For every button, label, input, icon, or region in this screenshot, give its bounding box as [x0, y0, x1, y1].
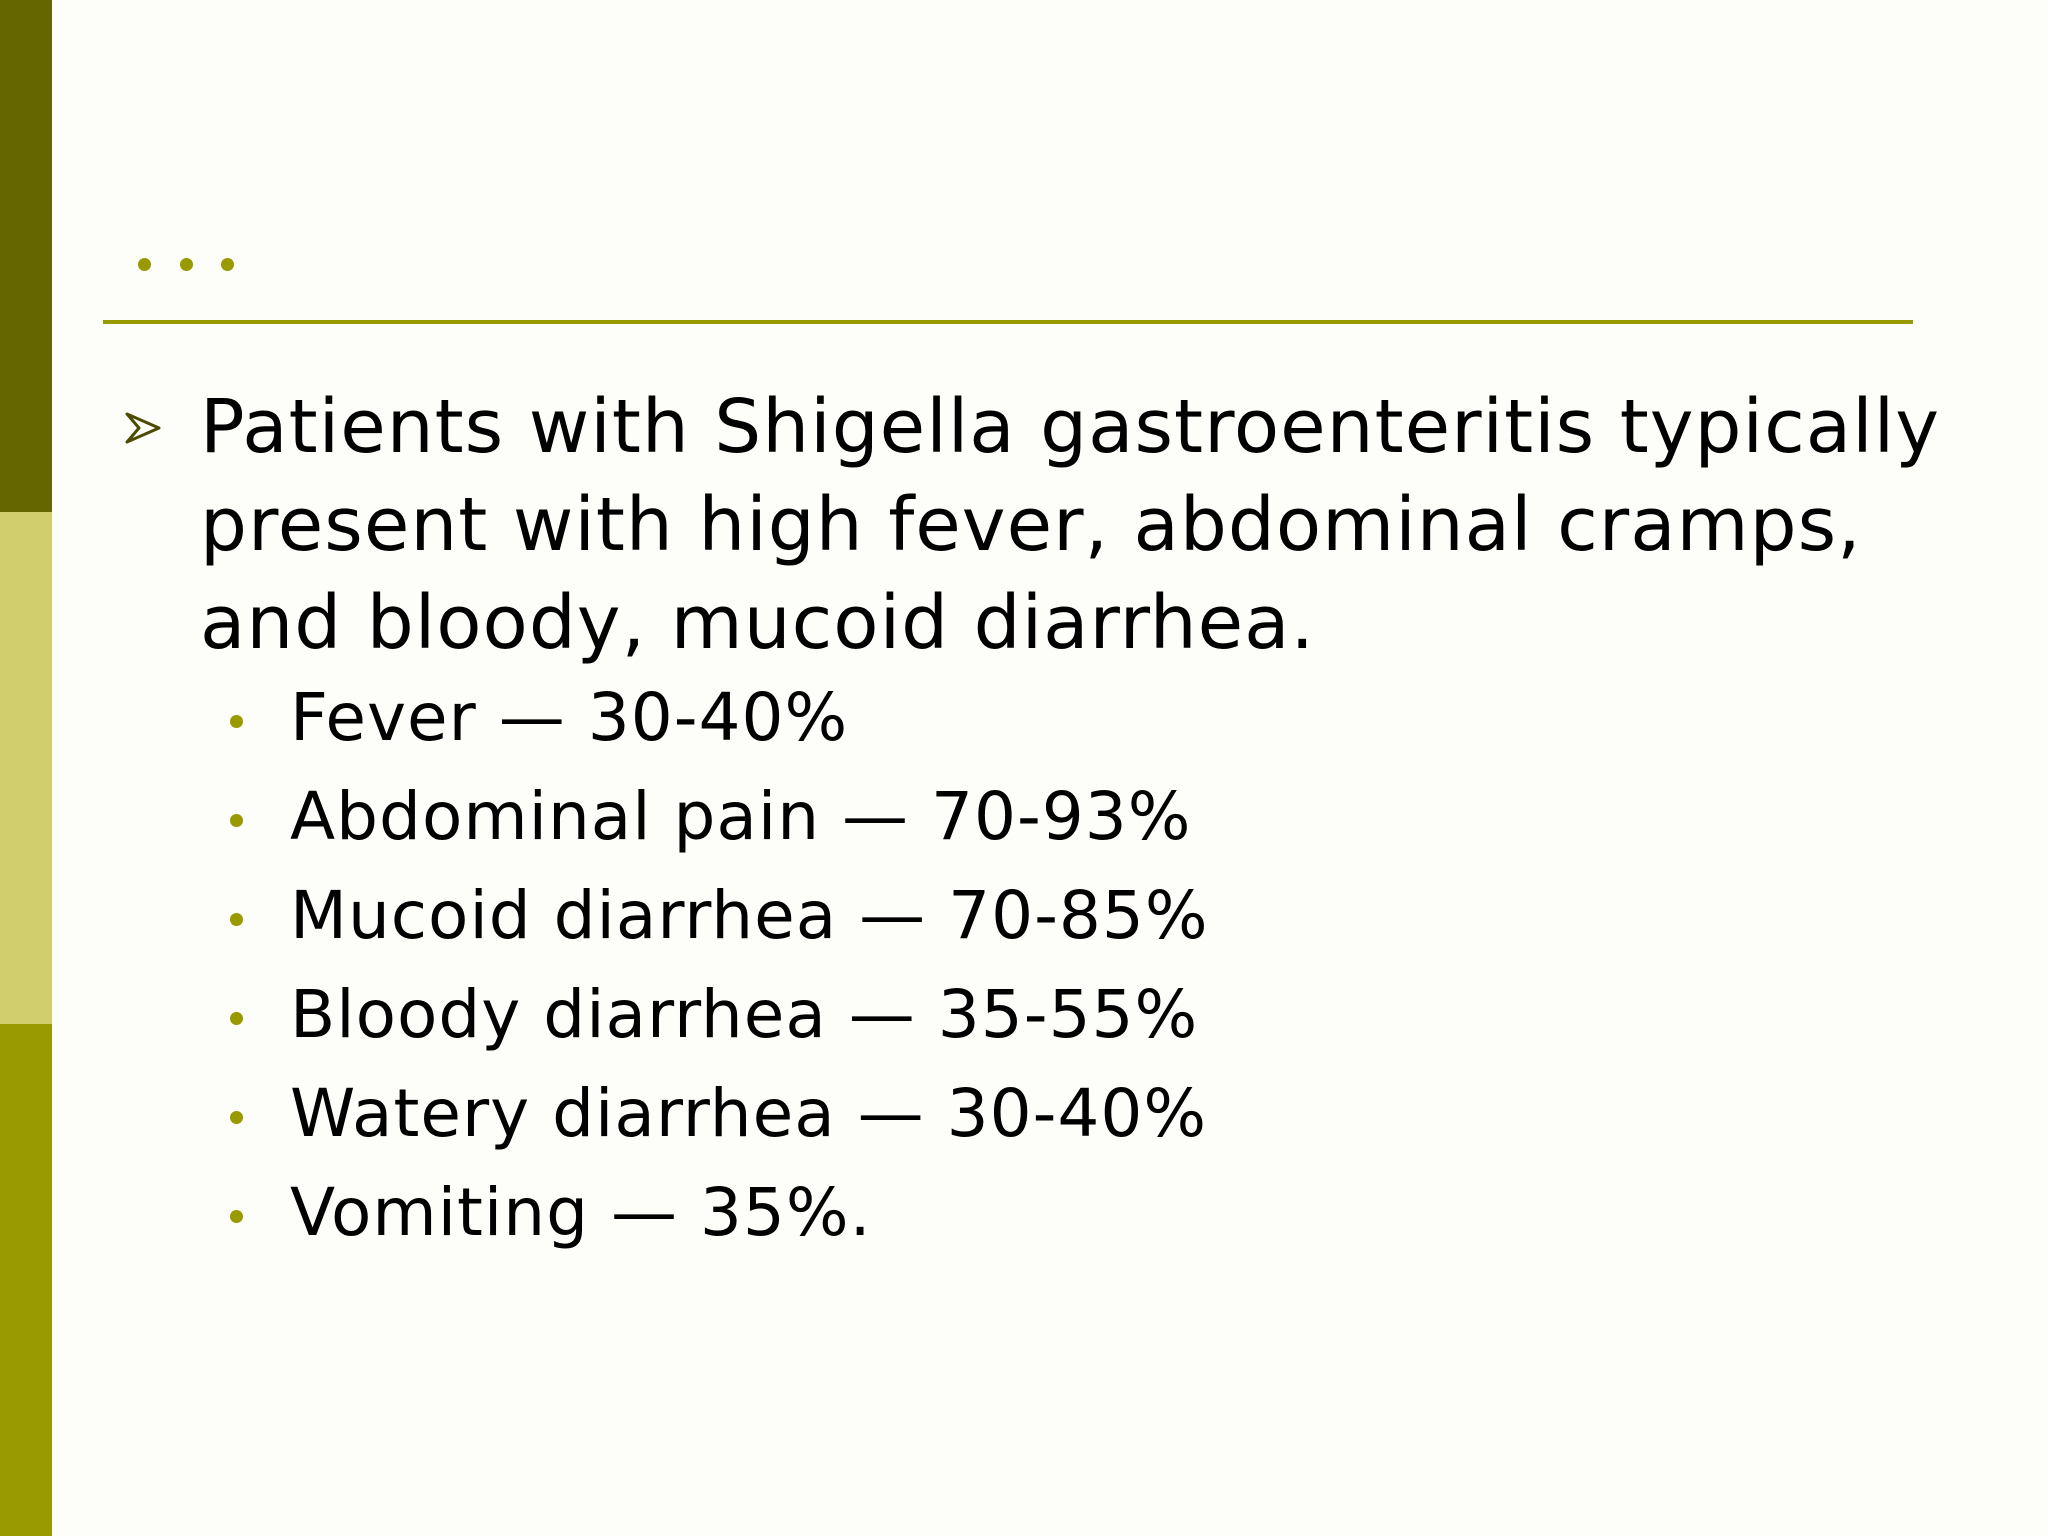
sub-bullet-text: Bloody diarrhea — 35-55%: [290, 976, 1199, 1053]
side-band-bottom: [0, 1024, 52, 1536]
title-divider: [103, 320, 1913, 324]
dot-bullet-icon: [230, 1111, 243, 1124]
dot-bullet-icon: [230, 814, 243, 827]
sub-bullet-text: Abdominal pain — 70-93%: [290, 778, 1192, 855]
main-bullet-text: Patients with Shigella gastroenteritis typically present with high fever, abdominal cramps, and bloody, mucoid diarrhea.: [200, 384, 1941, 666]
dot-bullet-icon: [230, 715, 243, 728]
dot-bullet-icon: [230, 1012, 243, 1025]
title-dot-icon: [221, 258, 234, 271]
sub-bullet-text: Fever — 30-40%: [290, 679, 849, 756]
title-dot-icon: [138, 258, 151, 271]
sub-bullet-text: Mucoid diarrhea — 70-85%: [290, 877, 1209, 954]
title-dot-icon: [180, 258, 193, 271]
dot-bullet-icon: [230, 1210, 243, 1223]
sub-bullet-text: Watery diarrhea — 30-40%: [290, 1075, 1208, 1152]
dot-bullet-icon: [230, 913, 243, 926]
side-band-top: [0, 0, 52, 512]
arrowhead-bullet-icon: [125, 410, 161, 446]
side-band-middle: [0, 512, 52, 1024]
slide-title: [130, 238, 250, 278]
sub-bullet-text: Vomiting — 35%.: [290, 1174, 872, 1251]
